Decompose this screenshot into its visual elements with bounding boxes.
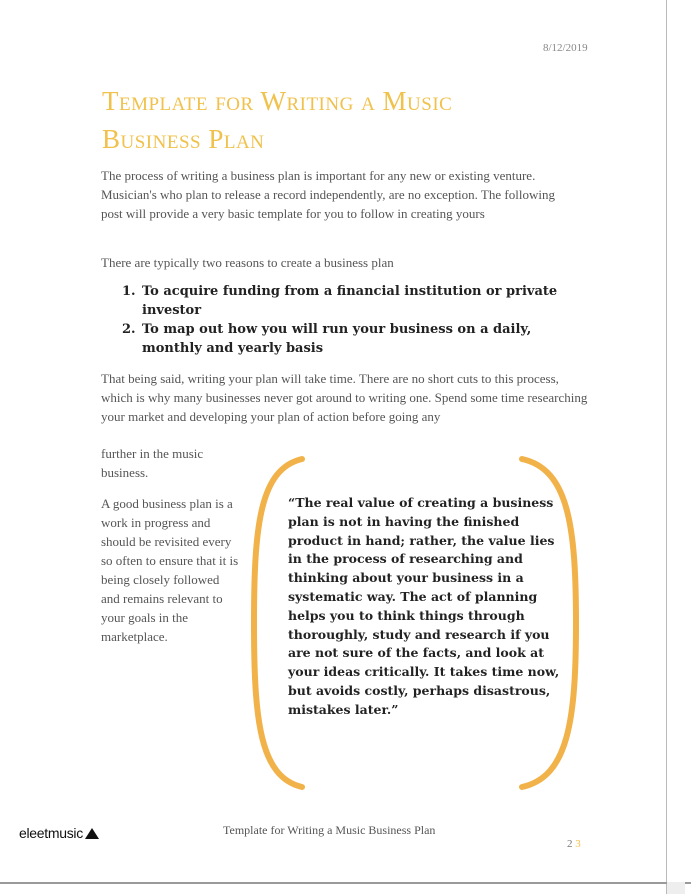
page-edge-bottom (0, 882, 691, 884)
header-date: 8/12/2019 (543, 42, 588, 54)
footer-title: Template for Writing a Music Business Plan (223, 823, 436, 837)
intro-paragraph: The process of writing a business plan is important for any new or existing venture. Musician's who plan to release a record independently, are no exception. The following post will provide a very basic template for you to follow in creating yours (101, 168, 555, 221)
triangle-logo-icon (85, 828, 99, 839)
reasons-list (122, 282, 592, 358)
list-number: 1. (122, 284, 136, 299)
time-paragraph-continued: further in the music business. (101, 446, 204, 480)
list-number: 2. (122, 322, 136, 337)
logo-text: eleetmusic (19, 825, 83, 841)
list-text: To map out how you will run your business on a daily, monthly and yearly basis (142, 322, 532, 356)
progress-paragraph: A good business plan is a work in progress and should be revisited every so often to ensure that it is being closely followed and remains relevant to your goals in the marketplace. (101, 496, 239, 644)
page-corner (667, 882, 685, 894)
list-item (122, 282, 592, 320)
reasons-intro: There are typically two reasons to create a business plan (101, 255, 394, 270)
list-text: To acquire funding from a financial institution or private investor (142, 284, 558, 318)
document-title: Template for Writing a Music Business Plan (102, 86, 453, 154)
page-number (567, 838, 581, 850)
page-number-main: 2 (567, 838, 573, 850)
page-number-accent: 3 (575, 838, 581, 850)
page-edge-right (666, 0, 667, 894)
time-paragraph: That being said, writing your plan will take time. There are no short cuts to this process, which is why many businesses never got around to writing one. Spend some time researching your market and developing your plan of action before going any (101, 371, 588, 424)
pull-quote: “The real value of creating a business plan is not in having the finished product in hand; rather, the value lies in the process of researching and thinking about your business in a systematic way. The act of planning helps you to think things through thoroughly, study and research if you are not sure of the facts, and look at your ideas critically. It takes time now, but avoids costly, perhaps disastrous, mistakes later.” (288, 495, 560, 717)
brand-logo[interactable] (19, 825, 99, 841)
list-item (122, 320, 592, 358)
